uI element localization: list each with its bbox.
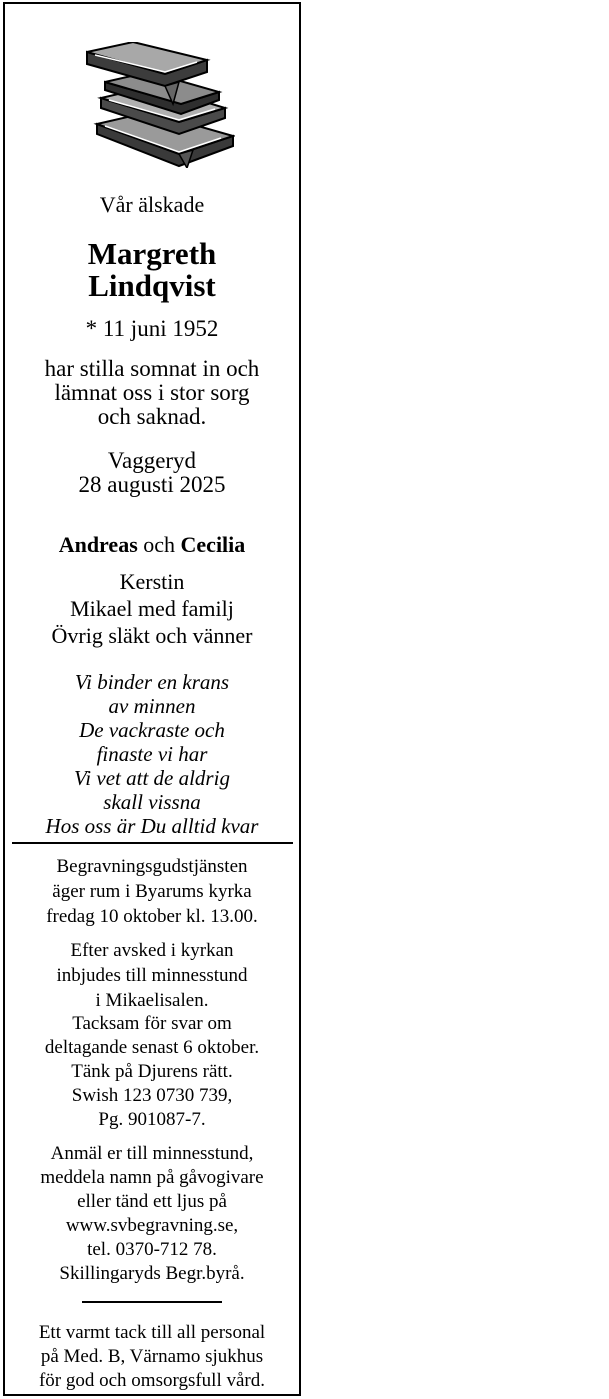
- poem-line: Vi binder en krans: [74, 670, 230, 694]
- poem-line: Hos oss är Du alltid kvar: [45, 814, 259, 838]
- birth-date: * 11 juni 1952: [85, 316, 219, 341]
- registration-line: www.svbegravning.se,: [65, 1215, 239, 1236]
- poem-line: skall vissna: [103, 790, 201, 814]
- funeral-line: fredag 10 oktober kl. 13.00.: [46, 906, 258, 927]
- intro-text: Vår älskade: [99, 192, 205, 217]
- thanks-line: på Med. B, Värnamo sjukhus: [40, 1346, 264, 1367]
- mourners-main: [5, 531, 299, 558]
- registration-line: eller tänd ett ljus på: [77, 1191, 227, 1212]
- mourner-kerstin: Kerstin: [119, 569, 185, 594]
- memorial-line: i Mikaelisalen.: [95, 990, 209, 1011]
- stack-of-books-icon: [83, 42, 235, 168]
- section-divider: [12, 842, 293, 844]
- poem-line: av minnen: [108, 694, 196, 718]
- place: Vaggeryd: [107, 448, 197, 473]
- mourner-cecilia: Cecilia: [180, 532, 246, 557]
- registration-line: tel. 0370-712 78.: [87, 1239, 217, 1260]
- memorial-line: Pg. 901087-7.: [98, 1109, 206, 1130]
- memorial-line: inbjudes till minnesstund: [56, 965, 248, 986]
- registration-line: meddela namn på gåvogivare: [40, 1167, 264, 1188]
- poem-line: Vi vet att de aldrig: [74, 766, 230, 790]
- mourners-conjunction: och: [137, 532, 181, 557]
- deceased-first-name: Margreth: [87, 236, 217, 271]
- memorial-line: Tänk på Djurens rätt.: [71, 1061, 233, 1082]
- memorial-line: Swish 123 0730 739,: [71, 1085, 233, 1106]
- deceased-last-name: Lindqvist: [88, 268, 216, 303]
- date: 28 augusti 2025: [78, 472, 226, 497]
- thanks-line: Ett varmt tack till all personal: [38, 1322, 266, 1343]
- mourner-andreas: Andreas: [58, 532, 138, 557]
- passing-line-3: och saknad.: [97, 404, 207, 429]
- funeral-line: äger rum i Byarums kyrka: [52, 881, 252, 902]
- mourner-relatives: Övrig släkt och vänner: [51, 623, 253, 648]
- thanks-line: för god och omsorgsfull vård.: [38, 1370, 266, 1391]
- registration-line: Anmäl er till minnesstund,: [50, 1143, 254, 1164]
- poem-line: De vackraste och: [79, 718, 225, 742]
- mourner-mikael: Mikael med familj: [70, 596, 234, 621]
- funeral-line: Begravningsgudstjänsten: [56, 856, 248, 877]
- passing-line-1: har stilla somnat in och: [44, 356, 260, 381]
- memorial-line: Tacksam för svar om: [72, 1013, 232, 1034]
- passing-line-2: lämnat oss i stor sorg: [54, 380, 250, 405]
- poem-line: finaste vi har: [96, 742, 208, 766]
- memorial-line: deltagande senast 6 oktober.: [44, 1037, 260, 1058]
- death-notice: [3, 2, 301, 1396]
- memorial-line: Efter avsked i kyrkan: [70, 940, 234, 961]
- registration-line: Skillingaryds Begr.byrå.: [59, 1263, 245, 1284]
- short-divider: [82, 1301, 222, 1303]
